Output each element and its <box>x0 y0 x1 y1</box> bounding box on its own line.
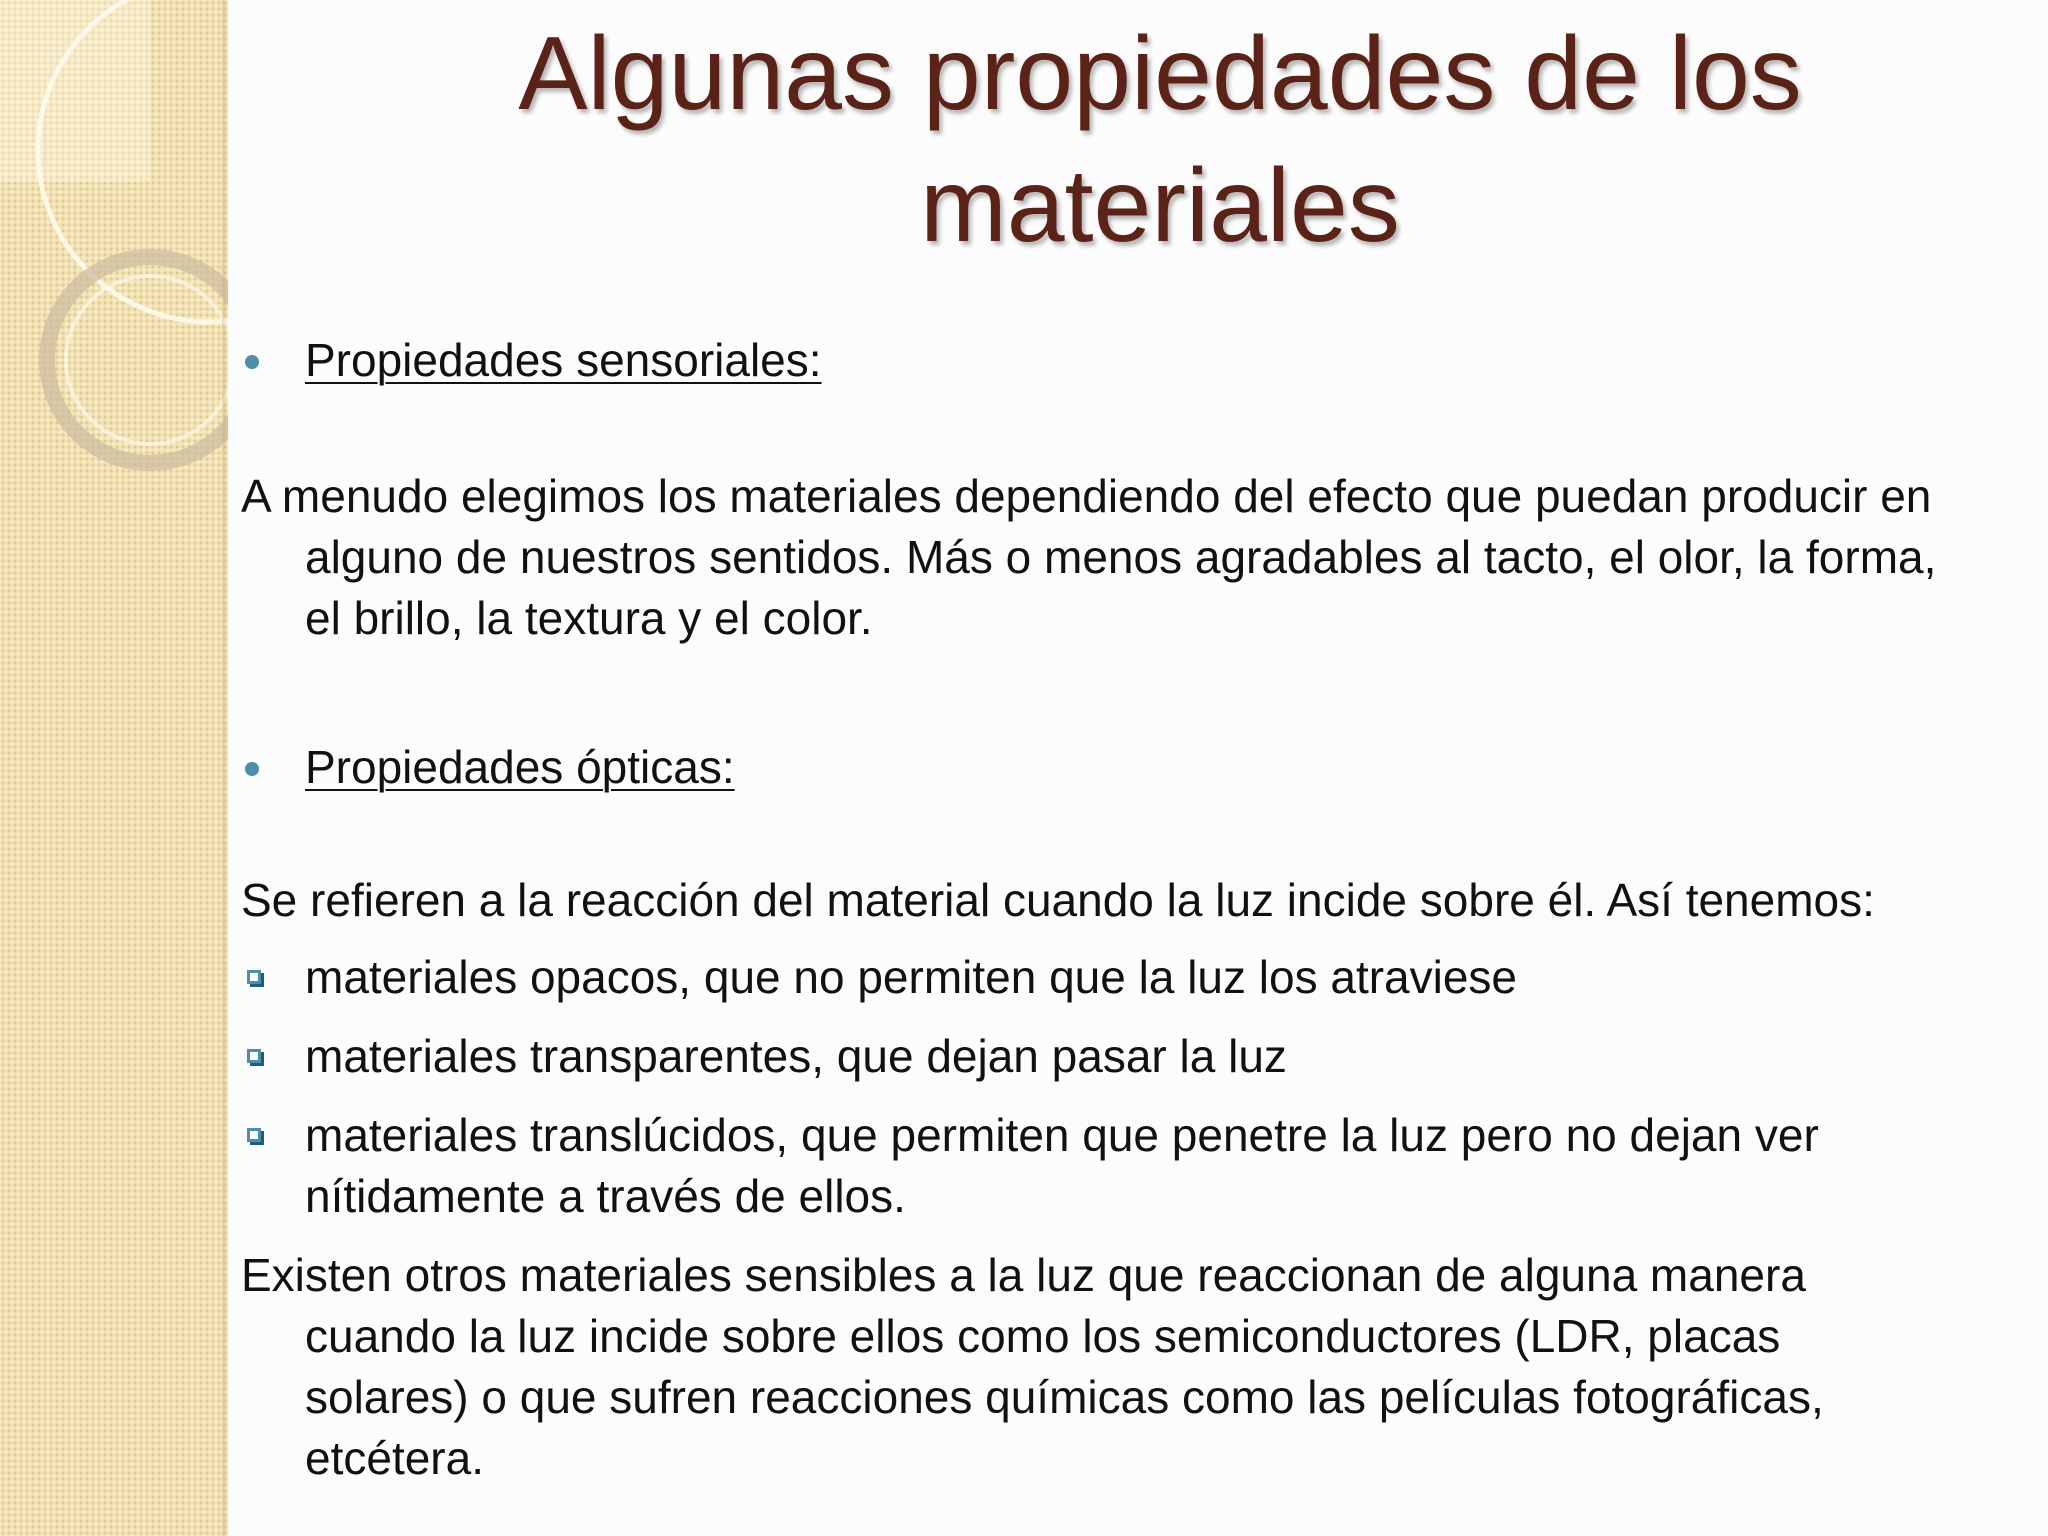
square-bullet-icon <box>247 1049 261 1063</box>
decorative-side-band <box>0 0 228 1536</box>
list-item-text: materiales transparentes, que dejan pasar la luz <box>305 1030 1287 1082</box>
sensory-paragraph: A menudo elegimos los materiales dependiendo del efecto que puedan producir en alguno de nuestros sentidos. Más o menos agradables al tacto, el olor, la forma, el brillo, la textura y el color. <box>241 470 1937 644</box>
deco-panel <box>0 0 150 182</box>
list-item-text: materiales translúcidos, que permiten que penetre la luz pero no dejan ver nítidamente a través de ellos. <box>305 1109 1819 1222</box>
square-bullet-icon <box>247 970 261 984</box>
heading-sensory-properties <box>241 330 1941 391</box>
optical-intro: Se refieren a la reacción del material cuando la luz incide sobre él. Así tenemos: <box>241 874 1875 926</box>
list-item-opaque <box>241 947 1941 1008</box>
deco-ring-outer <box>47 257 228 463</box>
optical-closing-paragraph: Existen otros materiales sensibles a la luz que reaccionan de alguna manera cuando la luz incide sobre ellos como los semiconductores (LDR, placas solares) o que sufren reacciones químicas como las películas fotográficas, etcétera. <box>241 1249 1824 1484</box>
deco-ring-inner <box>66 276 228 444</box>
list-item-transparent <box>241 1026 1941 1087</box>
decorative-rings <box>0 0 228 1536</box>
round-bullet-icon <box>245 762 259 776</box>
list-item-text: materiales opacos, que no permiten que la luz los atraviese <box>305 951 1518 1003</box>
list-item-translucent <box>241 1105 1941 1227</box>
square-bullet-icon <box>247 1128 261 1142</box>
heading-sensory-text: Propiedades sensoriales: <box>305 334 822 386</box>
heading-optical-properties <box>241 737 1941 798</box>
heading-optical-text: Propiedades ópticas: <box>305 741 735 793</box>
side-band-edge <box>222 0 228 1536</box>
round-bullet-icon <box>245 355 259 369</box>
slide-title: Algunas propiedades de los materiales <box>518 16 1802 264</box>
slide-content <box>241 330 1941 1489</box>
